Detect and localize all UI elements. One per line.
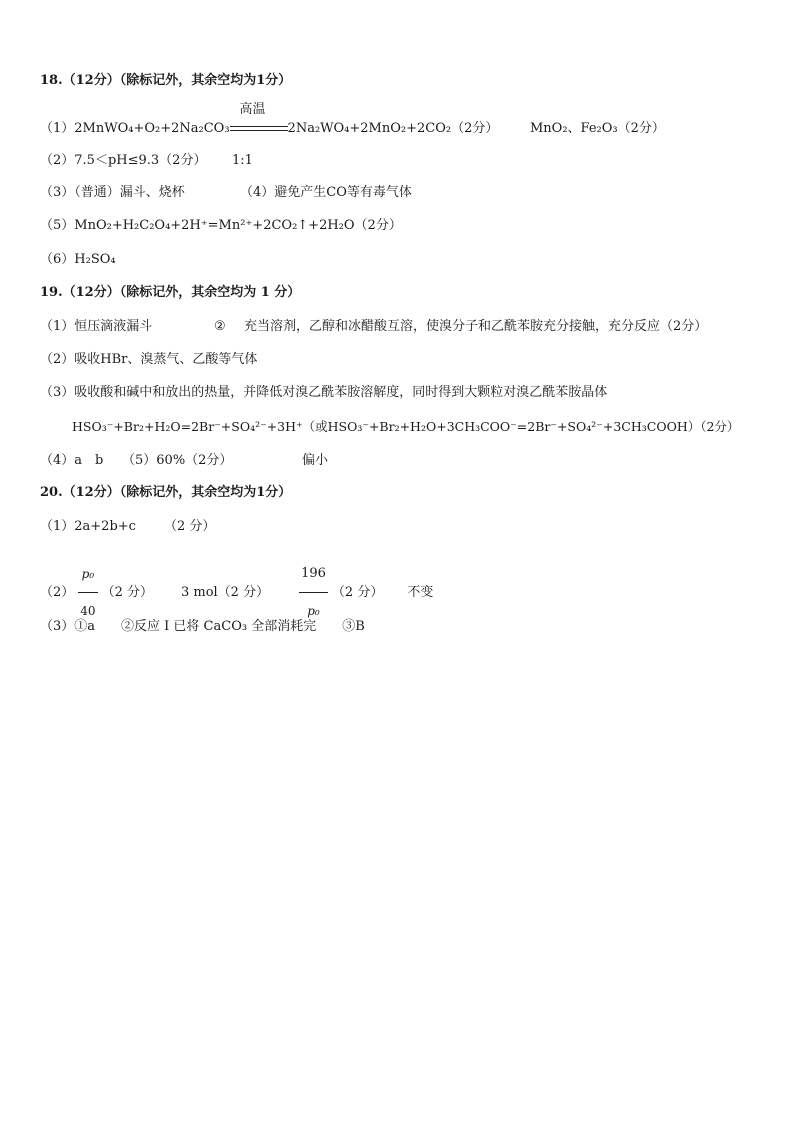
q18-line5: （5）MnO₂+H₂C₂O₄+2H⁺=Mn²⁺+2CO₂↑+2H₂O（2分） <box>40 218 402 233</box>
q20-header: 20.（12分）（除标记外，其余空均为1分） <box>40 485 292 500</box>
reaction-arrow <box>230 101 288 135</box>
q19-line4: （4）a b <box>40 453 104 468</box>
double-line-icon <box>230 126 288 131</box>
q20-line2-points2: （2 分） <box>331 585 384 600</box>
q20-line1-expr: （1）2a+2b+c <box>40 519 136 534</box>
q20-line2-label: （2） <box>40 585 75 600</box>
q18-line2-extra: 1:1 <box>232 153 253 168</box>
q19-line5-extra: 偏小 <box>302 453 329 468</box>
q19-line3: （3）吸收酸和碱中和放出的热量，并降低对溴乙酰苯胺溶解度，同时得到大颗粒对溴乙酰苯胺晶体 <box>40 385 608 400</box>
fraction-numerator: 196 <box>301 566 326 581</box>
q18-line1-label: （1） <box>40 121 75 136</box>
q18-line4: （4）避免产生CO等有毒气体 <box>240 185 412 200</box>
q18-line3: （3）（普通）漏斗、烧杯 <box>40 185 185 200</box>
q18-line1 <box>40 101 499 138</box>
q20-line2-points1: （2 分） <box>101 585 153 600</box>
reaction-condition: 高温 <box>239 101 266 117</box>
fraction-numerator: p₀ <box>81 567 95 581</box>
q19-header: 19.（12分）（除标记外，其余空均为 1 分） <box>40 285 301 300</box>
q20-line1 <box>40 518 215 536</box>
fraction-denominator: 40 <box>80 604 96 618</box>
q18-header: 18.（12分）（除标记外，其余空均为1分） <box>40 73 292 88</box>
q20-line2-end: 不变 <box>407 585 434 600</box>
q20-line2-mol: 3 mol（2 分） <box>180 585 270 600</box>
q20-line1-points: （2 分） <box>163 519 216 534</box>
q18-eq-left: 2MnWO₄+O₂+2Na₂CO₃ <box>74 121 230 136</box>
q18-line2: （2）7.5＜pH≤9.3（2分） <box>40 153 207 168</box>
q19-line5: （5）60%（2分） <box>122 453 233 468</box>
q19-line1: （1）恒压滴液漏斗 <box>40 319 153 334</box>
q20-line3: （3）①a ②反应 I 已将 CaCO₃ 全部消耗完 ③B <box>40 619 365 634</box>
q19-line1-extra: 充当溶剂，乙醇和冰醋酸互溶，使溴分子和乙酰苯胺充分接触，充分反应（2分） <box>244 319 708 334</box>
q19-line3-equation: HSO₃⁻+Br₂+H₂O=2Br⁻+SO₄²⁻+3H⁺（或HSO₃⁻+Br₂+H₂O+3CH₃COO⁻=2Br⁻+SO₄²⁻+3CH₃COOH）（2分） <box>72 419 740 434</box>
q19-line1-mark: ② <box>214 319 226 334</box>
q18-line1-extra: MnO₂、Fe₂O₃（2分） <box>530 121 665 136</box>
q18-eq-right: 2Na₂WO₄+2MnO₂+2CO₂（2分） <box>287 121 499 136</box>
q18-line6: （6）H₂SO₄ <box>40 252 116 267</box>
q19-line2: （2）吸收HBr、溴蒸气、乙酸等气体 <box>40 352 258 367</box>
fraction-denominator: p₀ <box>307 604 320 618</box>
